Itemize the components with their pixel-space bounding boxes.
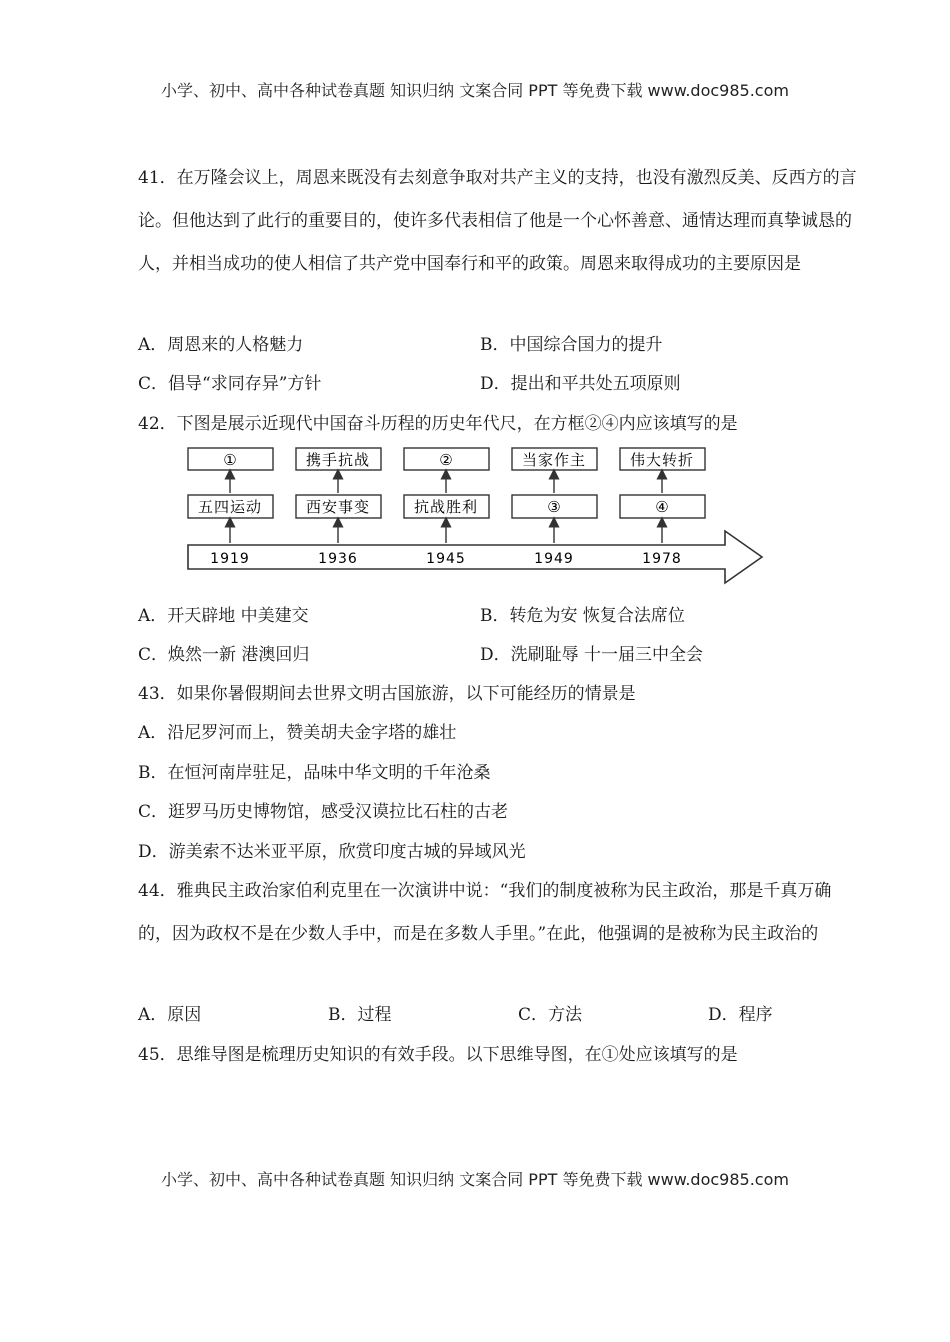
timeline-ruler xyxy=(180,443,770,588)
q44-stem: 44．雅典民主政治家伯利克里在一次演讲中说：“我们的制度被称为民主政治，那是千真万确的，因为政权不是在少数人手中，而是在多数人手里。”在此，他强调的是被称为民主政治的 xyxy=(138,881,832,944)
top-box-2: 携手抗战 xyxy=(305,451,371,469)
q45-stem: 45．思维导图是梳理历史知识的有效手段。以下思维导图，在①处应该填写的是 xyxy=(138,1045,738,1065)
year-3: 1945 xyxy=(426,551,466,567)
q41-option-b: B．中国综合国力的提升 xyxy=(480,335,663,355)
q42-option-b: B．转危为安 恢复合法席位 xyxy=(480,606,685,626)
q42-stem: 42．下图是展示近现代中国奋斗历程的历史年代尺，在方框②④内应该填写的是 xyxy=(138,414,738,434)
top-box-5: 伟大转折 xyxy=(629,451,695,469)
q43-option-a: A．沿尼罗河而上，赞美胡夫金字塔的雄壮 xyxy=(138,723,457,743)
q44-option-c: C．方法 xyxy=(518,1005,583,1025)
mid-box-1: 五四运动 xyxy=(197,498,263,516)
q41-option-a: A．周恩来的人格魅力 xyxy=(138,335,304,355)
q41-option-c: C．倡导“求同存异”方针 xyxy=(138,374,322,394)
year-2: 1936 xyxy=(318,551,358,567)
q43-stem: 43．如果你暑假期间去世界文明古国旅游，以下可能经历的情景是 xyxy=(138,684,636,704)
top-box-3: ② xyxy=(439,451,453,469)
header-banner: 小学、初中、高中各种试卷真题 知识归纳 文案合同 PPT 等免费下载 www.doc985.com xyxy=(161,81,789,100)
q44-option-b: B．过程 xyxy=(328,1005,392,1025)
q42-option-c: C．焕然一新 港澳回归 xyxy=(138,645,310,665)
q43-option-b: B．在恒河南岸驻足，品味中华文明的千年沧桑 xyxy=(138,763,491,783)
q43-option-c: C．逛罗马历史博物馆，感受汉谟拉比石柱的古老 xyxy=(138,802,509,822)
mid-box-5: ④ xyxy=(655,498,669,516)
q41-option-d: D．提出和平共处五项原则 xyxy=(480,374,681,394)
q42-option-d: D．洗刷耻辱 十一届三中全会 xyxy=(480,645,704,665)
year-1: 1919 xyxy=(210,551,250,567)
mid-box-2: 西安事变 xyxy=(305,498,371,516)
q42-option-a: A．开天辟地 中美建交 xyxy=(138,606,309,626)
q44-option-a: A．原因 xyxy=(138,1005,202,1025)
year-5: 1978 xyxy=(642,551,682,567)
top-box-4: 当家作主 xyxy=(521,451,587,469)
year-4: 1949 xyxy=(534,551,574,567)
q44-option-d: D．程序 xyxy=(708,1005,773,1025)
footer-banner: 小学、初中、高中各种试卷真题 知识归纳 文案合同 PPT 等免费下载 www.doc985.com xyxy=(161,1170,789,1189)
top-box-1: ① xyxy=(223,451,237,469)
mid-box-4: ③ xyxy=(547,498,561,516)
mid-box-3: 抗战胜利 xyxy=(413,498,479,516)
q43-option-d: D．游美索不达米亚平原，欣赏印度古城的异域风光 xyxy=(138,842,526,862)
q41-stem: 41．在万隆会议上，周恩来既没有去刻意争取对共产主义的支持，也没有激烈反美、反西方的言论。但他达到了此行的重要目的，使许多代表相信了他是一个心怀善意、通情达理而真挚诚恳的人，并相当成功的使人相信了共产党中国奉行和平的政策。周恩来取得成功的主要原因是 xyxy=(138,168,857,274)
